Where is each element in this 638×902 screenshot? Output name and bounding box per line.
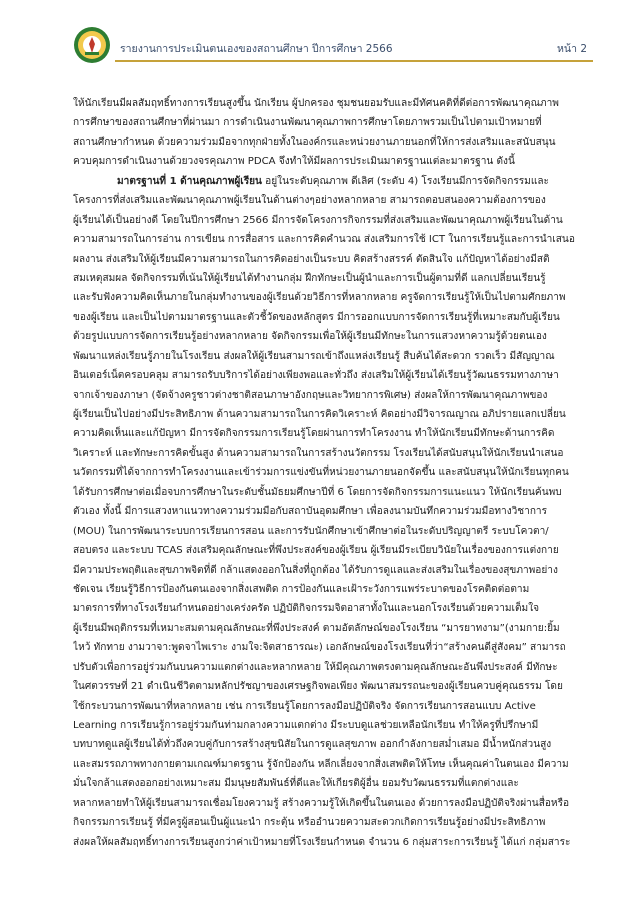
paragraph-line: พัฒนาแหล่งเรียนรู้ภายในโรงเรียน ส่งผลให้ผู้เรียนสามารถเข้าถึงแหล่งเรียนรู้ สืบค้นได้สะดวก รวดเร็ว มีสัญญาณ (73, 350, 555, 362)
paragraph-line: วิเคราะห์ และทักษะการคิดขั้นสูง ด้านความสามารถในการสร้างนวัตกรรม โรงเรียนได้สนับสนุนให้นักเรียนนำเสนอ (73, 447, 564, 459)
paragraph-line: ชัดเจน เรียนรู้วิธีการป้องกันตนเองจากสิ่งเสพติด การป้องกันและเฝ้าระวังการแพร่ระบาดของโรคติดต่อตาม (73, 583, 530, 595)
paragraph-line: ความคิดเห็นและแก้ปัญหา มีการจัดกิจกรรมการเรียนรู้โดยผ่านการทำโครงงาน ทำให้นักเรียนมีทักษะด้านการคิด (73, 428, 555, 440)
header-divider (115, 60, 593, 62)
paragraph-lines (73, 191, 593, 852)
paragraph-line: มีความประพฤติและสุขภาพจิตที่ดี กล้าแสดงออกในสิ่งที่ถูกต้อง ได้รับการดูแลและส่งเสริมในเรื่องของสุขภาพอย่าง (73, 564, 558, 576)
paragraph-line: ผู้เรียนเป็นไปอย่างมีประสิทธิภาพ ด้านความสามารถในการคิดวิเคราะห์ คิดอย่างมีวิจารณญาณ อภิปรายแลกเปลี่ยน (73, 409, 566, 420)
standard-1-level: อยู่ในระดับคุณภาพ ดีเลิศ (ระดับ 4) โรงเรียนมีการจัดกิจกรรมและ (261, 175, 549, 187)
paragraph-line: ปรับตัวเพื่อการอยู่ร่วมกันบนความแตกต่างและหลากหลาย ให้มีคุณภาพตรงตามคุณลักษณะอันพึงประสงค์ มีทักษะ (73, 661, 558, 673)
paragraph-line: อินเตอร์เน็ตครอบคลุม สามารถรับบริการได้อย่างเพียงพอและทั่วถึง ส่งเสริมให้ผู้เรียนได้เรียนรู้วัฒนธรรมทางภาษา (73, 370, 559, 382)
header-title: รายงานการประเมินตนเองของสถานศึกษา ปีการศึกษา 2566 (120, 43, 393, 55)
paragraph-line: ความสามารถในการอ่าน การเขียน การสื่อสาร และการคิดคำนวณ ส่งเสริมการใช้ ICT ในการเรียนรู้และการนำเสนอ (73, 234, 575, 246)
paragraph-line: ตัวเอง ทั้งนี้ มีการแสวงหาแนวทางความร่วมมือกับสถาบันอุดมศึกษา เพื่อลงนามบันทึกความร่วมมือทางวิชาการ (73, 506, 548, 518)
paragraph-line: ส่งผลให้ผลสัมฤทธิ์ทางการเรียนสูงกว่าค่าเป้าหมายที่โรงเรียนกำหนด จำนวน 6 กลุ่มสาระการเรียนรู้ ได้แก่ กลุ่มสาระ (73, 836, 571, 848)
standard-1-heading-line (73, 172, 593, 191)
paragraph-line: ได้รับการศึกษาต่อเมื่อจบการศึกษาในระดับชั้นมัธยมศึกษาปีที่ 6 โดยการจัดกิจกรรมการแนะแนว ให้นักเรียนค้นพบ (73, 486, 562, 498)
paragraph-line: มั่นใจกล้าแสดงออกอย่างเหมาะสม มีมนุษยสัมพันธ์ที่ดีและให้เกียรติผู้อื่น ยอมรับวัฒนธรรมที่แตกต่างและ (73, 778, 519, 790)
paragraph-line: สถานศึกษากำหนด ด้วยความร่วมมือจากทุกฝ่ายทั้งในองค์กรและหน่วยงานภายนอกที่ให้การส่งเสริมและสนับสนุน (73, 136, 556, 148)
paragraph-line: สอบตรง และระบบ TCAS ส่งเสริมคุณลักษณะที่พึงประสงค์ของผู้เรียน ผู้เรียนมีระเบียบวินัยในเรื่องของการแต่งกาย (73, 545, 559, 557)
paragraph-line: ผู้เรียนได้เป็นอย่างดี โดยในปีการศึกษา 2566 มีการจัดโครงการกิจกรรมที่ส่งเสริมและพัฒนาคุณภาพผู้เรียนในด้าน (73, 214, 563, 226)
page-header (73, 26, 593, 70)
paragraph-line: ในศตวรรษที่ 21 ดำเนินชีวิตตามหลักปรัชญาของเศรษฐกิจพอเพียง พัฒนาสมรรถนะของผู้เรียนควบคู่คุณธรรม โดย (73, 681, 563, 693)
paragraph-line: ผลงาน ส่งเสริมให้ผู้เรียนมีความสามารถในการคิดอย่างเป็นระบบ คิดสร้างสรรค์ ตัดสินใจ แก้ปัญหาได้อย่างมีสติ (73, 253, 550, 265)
paragraph-line: และสมรรถภาพทางกายตามเกณฑ์มาตรฐาน รู้จักป้องกัน หลีกเลี่ยงจากสิ่งเสพติดให้โทษ เห็นคุณค่าในตนเอง มีความ (73, 758, 569, 770)
paragraph-line: มาตรการที่ทางโรงเรียนกำหนดอย่างเคร่งครัด ปฏิบัติกิจกรรมจิตอาสาทั้งในและนอกโรงเรียนด้วยความเต็มใจ (73, 603, 540, 615)
paragraph-line: ควบคุมการดำเนินงานด้วยวงจรคุณภาพ PDCA จึงทำให้มีผลการประเมินมาตรฐานแต่ละมาตรฐาน ดังนี้ (73, 156, 515, 168)
paragraph-line: หลากหลายทำให้ผู้เรียนสามารถเชื่อมโยงความรู้ สร้างความรู้ให้เกิดขึ้นในตนเอง ด้วยการลงมือปฏิบัติจริงผ่านสื่อหรือ (73, 797, 570, 809)
paragraph-line: จากเจ้าของภาษา (จัดจ้างครูชาวต่างชาติสอนภาษาอังกฤษและวิทยาการพิเศษ) ส่งผลให้การพัฒนาคุณภาพของ (73, 389, 548, 401)
paragraph-line: โครงการที่ส่งเสริมและพัฒนาคุณภาพผู้เรียนในด้านต่างๆอย่างหลากหลาย สามารถตอบสนองความต้องการของ (73, 195, 546, 207)
paragraph-line: ของผู้เรียน และเป็นไปตามมาตรฐานและตัวชี้วัดของหลักสูตร มีการออกแบบการจัดการเรียนรู้ที่เหมาะสมกับผู้เรียน (73, 311, 560, 323)
paragraph-line: ไหว้ ทักทาย งามวาจา:พูดจาไพเราะ งามใจ:จิตสาธารณะ) เอกลักษณ์ของโรงเรียนที่ว่า“สร้างคนดีสู่สังคม” สามารถ (73, 642, 566, 654)
paragraph-line: บทบาทดูแลผู้เรียนได้ทั่วถึงควบคู่กับการสร้างสุขนิสัยในการดูแลสุขภาพ ออกกำลังกายสม่ำเสมอ มีน้ำหนักส่วนสูง (73, 739, 552, 751)
paragraph-line: ใช้กระบวนการพัฒนาที่หลากหลาย เช่น การเรียนรู้โดยการลงมือปฏิบัติจริง จัดการเรียนการสอนแบบ Active (73, 700, 536, 712)
page-number: หน้า 2 (556, 43, 587, 55)
paragraph-line: ให้นักเรียนมีผลสัมฤทธิ์ทางการเรียนสูงขึ้น นักเรียน ผู้ปกครอง ชุมชนยอมรับและมีทัศนคติที่ดีต่อการพัฒนาคุณภาพ (73, 98, 559, 109)
document-body (73, 94, 593, 852)
paragraph-line: และรับฟังความคิดเห็นภายในกลุ่มทำงานของผู้เรียนด้วยวิธีการที่หลากหลาย ครูจัดการเรียนรู้ให้เป็นไปตามศักยภาพ (73, 292, 566, 304)
paragraph-line: Learning การเรียนรู้การอยู่ร่วมกันท่ามกลางความแตกต่าง มีระบบดูแลช่วยเหลือนักเรียน ทำให้ครูที่ปรึกษามี (73, 720, 539, 731)
paragraph-line: การศึกษาของสถานศึกษาที่ผ่านมา การดำเนินงานพัฒนาคุณภาพการศึกษาโดยภาพรวมเป็นไปตามเป้าหมายที่ (73, 117, 542, 129)
paragraph-line: กิจกรรมการเรียนรู้ ที่มีครูผู้สอนเป็นผู้แนะนำ กระตุ้น หรืออำนวยความสะดวกเกิดการเรียนรู้อย่างมีประสิทธิภาพ (73, 817, 546, 829)
paragraph-line: สมเหตุสมผล จัดกิจกรรมที่เน้นให้ผู้เรียนได้ทำงานกลุ่ม ฝึกทักษะเป็นผู้นำและการเป็นผู้ตามที่ดี แลกเปลี่ยนเรียนรู้ (73, 272, 546, 284)
paragraph-line: ผู้เรียนมีพฤติกรรมที่เหมาะสมตามคุณลักษณะที่พึงประสงค์ ตามอัตลักษณ์ของโรงเรียน “มารยาทงาม”(งามกาย:ยิ้ม (73, 622, 560, 634)
paragraph-line: (MOU) ในการพัฒนาระบบการเรียนการสอน และการรับนักศึกษาเข้าศึกษาต่อในระดับปริญญาตรี ระบบโควตา/ (73, 525, 549, 537)
paragraph-line: ด้วยรูปแบบการจัดการเรียนรู้อย่างหลากหลาย จัดกิจกรรมเพื่อให้ผู้เรียนมีทักษะในการแสวงหาความรู้ด้วยตนเอง (73, 331, 547, 343)
paragraph-line: นวัตกรรมที่ได้จากการทำโครงงานและเข้าร่วมการแข่งขันที่หน่วยงานภายนอกจัดขึ้น และสนับสนุนให้นักเรียนทุกคน (73, 467, 569, 479)
standard-1-heading: มาตรฐานที่ 1 ด้านคุณภาพผู้เรียน (117, 175, 262, 187)
school-emblem-icon (73, 26, 111, 64)
